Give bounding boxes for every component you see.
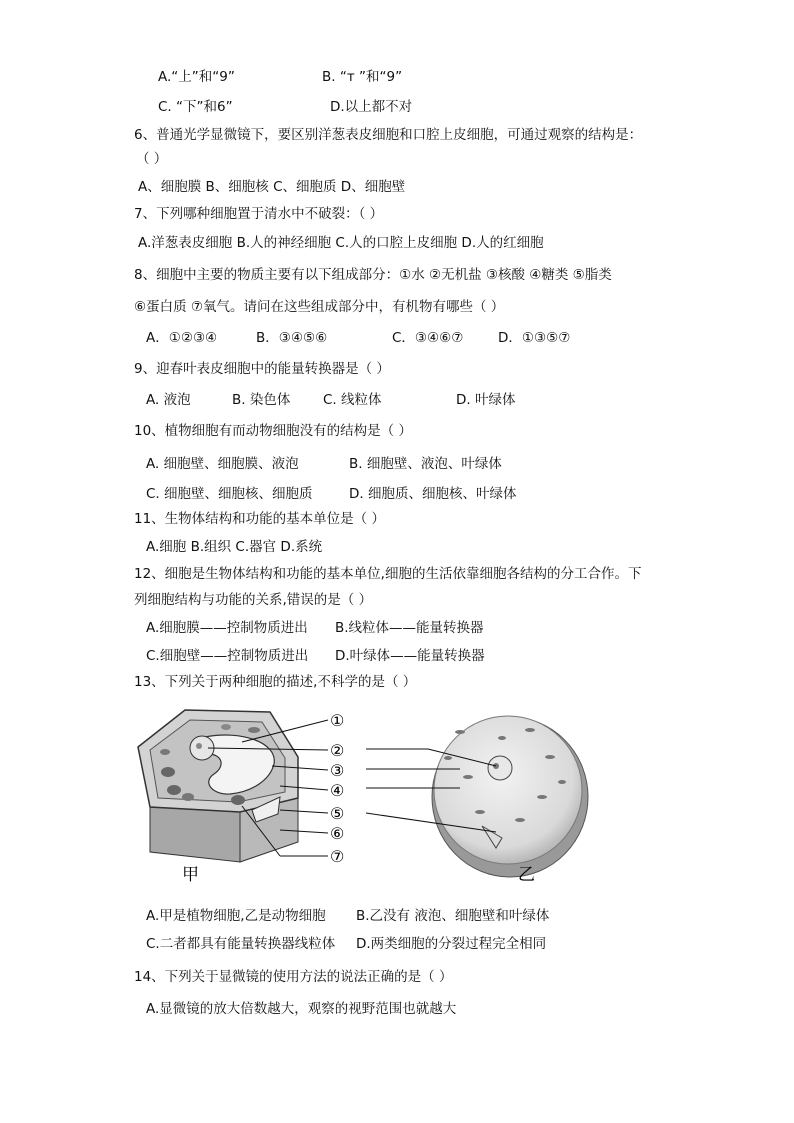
q13-option-d: D.两类细胞的分裂过程完全相同: [356, 936, 547, 952]
q13-stem: 13、下列关于两种细胞的描述,不科学的是（ ）: [134, 674, 417, 690]
label-7: ⑦: [330, 847, 345, 866]
q5-option-d: D.以上都不对: [330, 99, 413, 115]
q10-option-c: C. 细胞壁、细胞核、细胞质: [146, 486, 313, 502]
q9-option-c: C. 线粒体: [323, 392, 382, 408]
q5-option-c: C. “下”和6”: [158, 99, 233, 115]
caption-jia: 甲: [182, 865, 199, 885]
label-1: ①: [330, 711, 345, 730]
q8-option-c: C．③④⑥⑦: [392, 330, 464, 346]
q7-stem: 7、下列哪种细胞置于清水中不破裂：（ ）: [134, 206, 384, 222]
q9-option-b: B. 染色体: [232, 392, 291, 408]
q12-stem-line1: 12、细胞是生物体结构和功能的基本单位,细胞的生活依靠细胞各结构的分工合作。下: [134, 566, 642, 582]
q11-stem: 11、生物体结构和功能的基本单位是（ ）: [134, 511, 385, 527]
caption-yi: 乙: [518, 865, 535, 885]
q9-stem: 9、迎春叶表皮细胞中的能量转换器是（ ）: [134, 361, 390, 377]
q13-option-a: A.甲是植物细胞,乙是动物细胞: [146, 908, 326, 924]
q10-stem: 10、植物细胞有而动物细胞没有的结构是（ ）: [134, 423, 412, 439]
q8-option-a: A．①②③④: [146, 330, 218, 346]
q13-option-b: B.乙没有 液泡、细胞壁和叶绿体: [356, 908, 550, 924]
label-5: ⑤: [330, 804, 345, 823]
q13-option-c: C.二者都具有能量转换器线粒体: [146, 936, 336, 952]
q14-option-a: A.显微镜的放大倍数越大，观察的视野范围也就越大: [146, 1001, 457, 1017]
q11-options: A.细胞 B.组织 C.器官 D.系统: [146, 539, 323, 555]
q10-option-d: D. 细胞质、细胞核、叶绿体: [349, 486, 517, 502]
label-4: ④: [330, 781, 345, 800]
cell-figure: [130, 702, 600, 892]
q8-option-b: B．③④⑤⑥: [256, 330, 328, 346]
q9-option-a: A. 液泡: [146, 392, 191, 408]
q8-stem-line1: 8、细胞中主要的物质主要有以下组成部分：①水 ②无机盐 ③核酸 ④糖类 ⑤脂类: [134, 267, 612, 283]
q6-stem-line2: （ ）: [136, 151, 168, 167]
q12-option-b: B.线粒体——能量转换器: [335, 620, 484, 636]
q7-options: A.洋葱表皮细胞 B.人的神经细胞 C.人的口腔上皮细胞 D.人的红细胞: [138, 235, 544, 251]
q12-option-c: C.细胞壁——控制物质进出: [146, 648, 309, 664]
plant-cell: [138, 710, 298, 862]
label-2: ②: [330, 741, 345, 760]
animal-cell: [432, 716, 588, 877]
q9-option-d: D. 叶绿体: [456, 392, 516, 408]
q12-option-a: A.细胞膜——控制物质进出: [146, 620, 308, 636]
q10-option-b: B. 细胞壁、液泡、叶绿体: [349, 456, 502, 472]
q6-stem-line1: 6、普通光学显微镜下，要区别洋葱表皮细胞和口腔上皮细胞，可通过观察的结构是：: [134, 127, 643, 143]
q12-stem-line2: 列细胞结构与功能的关系,错误的是（ ）: [134, 592, 373, 608]
q10-option-a: A. 细胞壁、细胞膜、液泡: [146, 456, 299, 472]
q14-stem: 14、下列关于显微镜的使用方法的说法正确的是（ ）: [134, 969, 453, 985]
q5-option-b: B. “ᴛ ”和“9”: [322, 69, 403, 85]
q5-option-a: A.“上”和“9”: [158, 69, 235, 85]
q12-option-d: D.叶绿体——能量转换器: [335, 648, 485, 664]
label-3: ③: [330, 761, 345, 780]
label-6: ⑥: [330, 824, 345, 843]
q6-options: A、细胞膜 B、细胞核 C、细胞质 D、细胞壁: [138, 179, 406, 195]
q8-option-d: D．①③⑤⑦: [498, 330, 571, 346]
q8-stem-line2: ⑥蛋白质 ⑦氧气。请问在这些组成部分中，有机物有哪些（ ）: [134, 299, 505, 315]
